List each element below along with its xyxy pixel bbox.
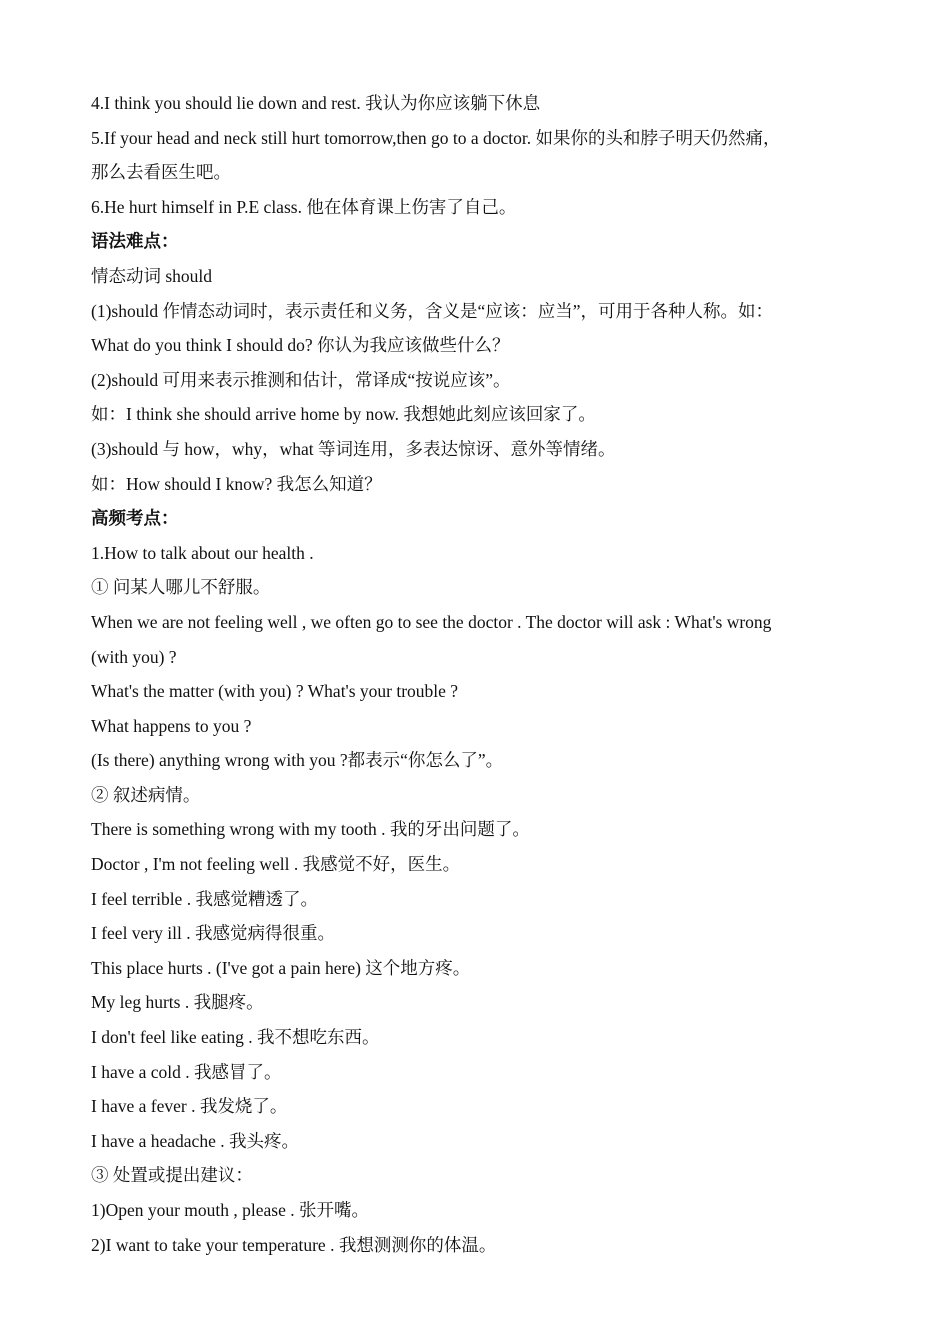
grammar-example-1: What do you think I should do? 你认为我应该做些什么？	[91, 335, 510, 356]
ask-phrase-3: (Is there) anything wrong with you ?都表示“你怎么了”。	[91, 750, 504, 771]
grammar-topic: 情态动词 should	[91, 265, 213, 286]
document-body	[91, 86, 861, 1262]
subsection-ask-title: ① 问某人哪儿不舒服。	[91, 577, 271, 598]
advice-phrase-2: 2)I want to take your temperature . 我想测测你的体温。	[91, 1234, 497, 1255]
grammar-example-2: 如：I think she should arrive home by now. 我想她此刻应该回家了。	[91, 404, 596, 425]
example-sentence-5: 5.If your head and neck still hurt tomorrow,then go to a doctor. 如果你的头和脖子明天仍然痛，	[91, 127, 781, 148]
ask-paragraph-cont: (with you) ?	[91, 646, 177, 667]
example-sentence-6: 6.He hurt himself in P.E class. 他在体育课上伤害了自己。	[91, 196, 517, 217]
describe-phrase-3: I feel terrible . 我感觉糟透了。	[91, 888, 318, 909]
ask-phrase-1: What's the matter (with you) ? What's your trouble ?	[91, 681, 459, 702]
describe-phrase-6: My leg hurts . 我腿疼。	[91, 992, 264, 1013]
subsection-describe-title: ② 叙述病情。	[91, 784, 201, 805]
describe-phrase-10: I have a headache . 我头疼。	[91, 1130, 299, 1151]
ask-paragraph: When we are not feeling well , we often go to see the doctor . The doctor will ask : What's wrong	[91, 611, 772, 632]
advice-phrase-1: 1)Open your mouth , please . 张开嘴。	[91, 1200, 370, 1220]
grammar-point-1: (1)should 作情态动词时，表示责任和义务，含义是“应该：应当”，可用于各种人称。如：	[91, 300, 773, 321]
describe-phrase-1: There is something wrong with my tooth . 我的牙出问题了。	[91, 819, 530, 840]
describe-phrase-7: I don't feel like eating . 我不想吃东西。	[91, 1027, 380, 1048]
grammar-point-2: (2)should 可用来表示推测和估计，常译成“按说应该”。	[91, 369, 511, 390]
describe-phrase-2: Doctor , I'm not feeling well . 我感觉不好，医生。	[91, 854, 461, 875]
grammar-point-3: (3)should 与 how，why，what 等词连用，多表达惊讶、意外等情绪。	[91, 438, 616, 459]
grammar-heading: 语法难点：	[91, 231, 179, 252]
ask-phrase-2: What happens to you ?	[91, 715, 252, 736]
example-sentence-5-cont: 那么去看医生吧。	[91, 162, 231, 183]
describe-phrase-9: I have a fever . 我发烧了。	[91, 1096, 288, 1117]
example-sentence-4: 4.I think you should lie down and rest. 我认为你应该躺下休息	[91, 93, 541, 113]
describe-phrase-5: This place hurts . (I've got a pain here) 这个地方疼。	[91, 957, 471, 978]
describe-phrase-4: I feel very ill . 我感觉病得很重。	[91, 923, 335, 944]
subsection-advice-title: ③ 处置或提出建议：	[91, 1165, 253, 1186]
describe-phrase-8: I have a cold . 我感冒了。	[91, 1061, 282, 1082]
key-points-heading: 高频考点：	[91, 508, 179, 529]
key-point-1-title: 1.How to talk about our health .	[91, 542, 314, 563]
grammar-example-3: 如：How should I know? 我怎么知道？	[91, 473, 382, 494]
